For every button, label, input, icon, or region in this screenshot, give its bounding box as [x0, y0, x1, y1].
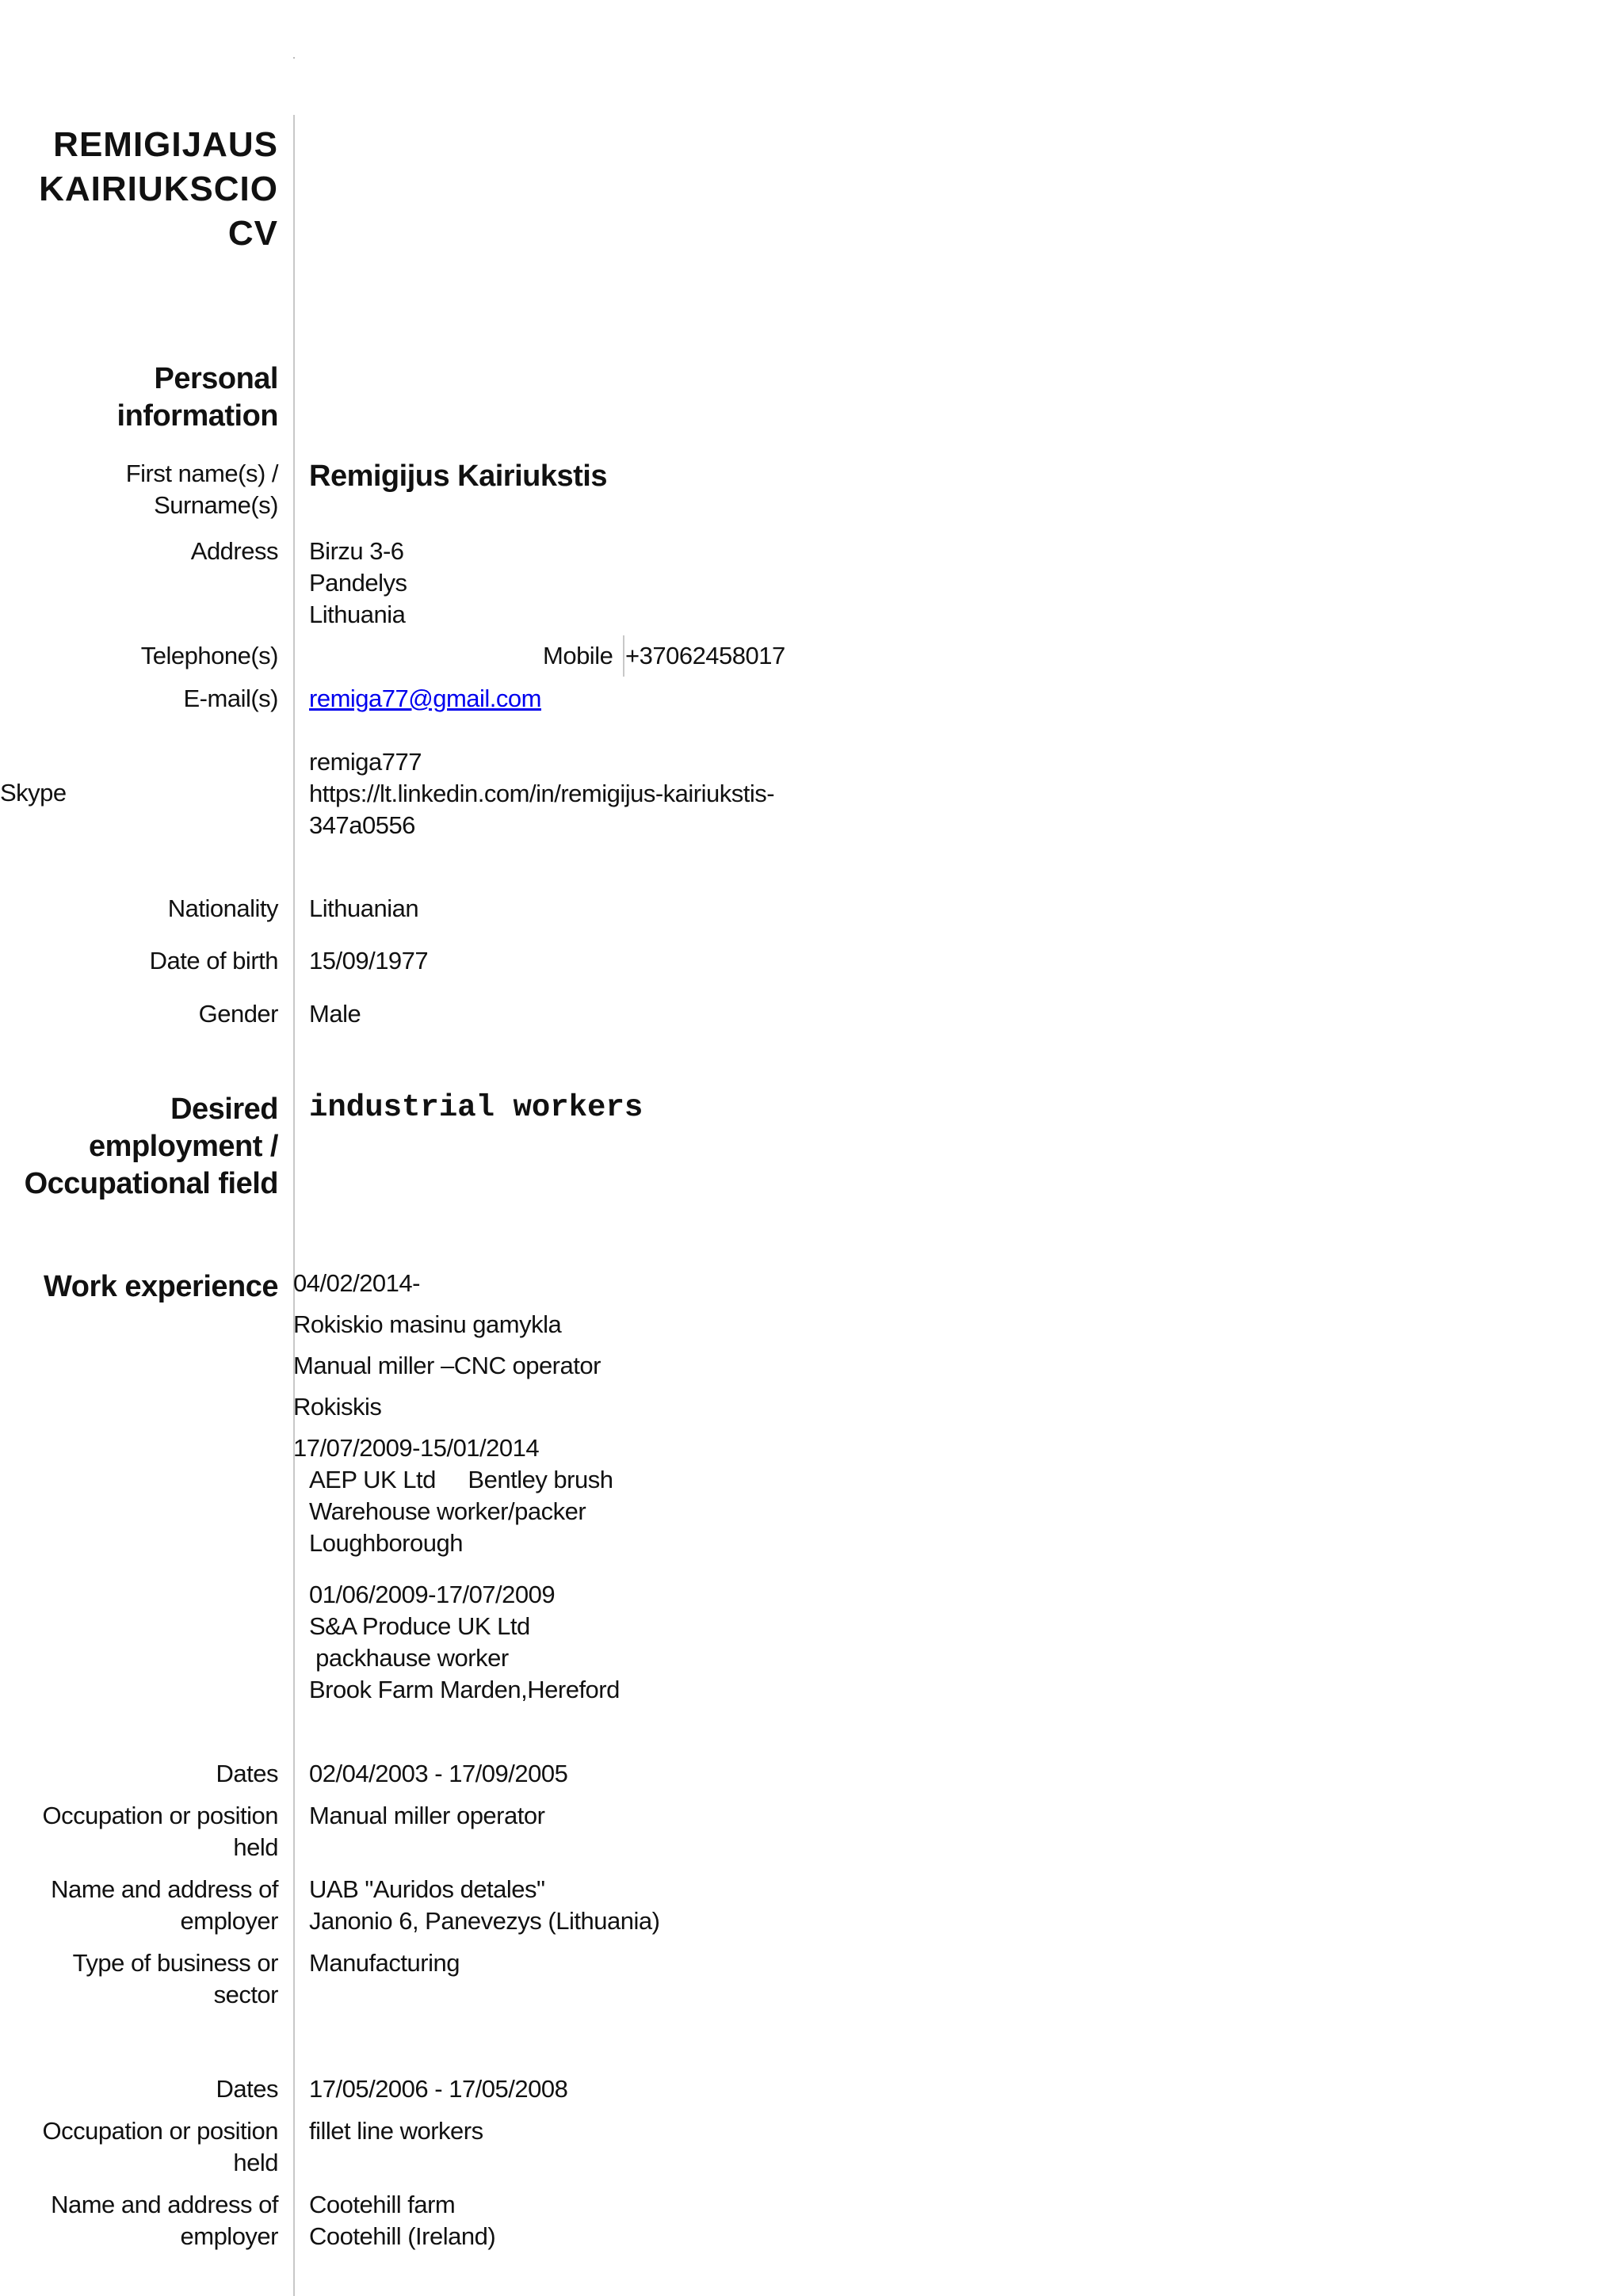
- mobile-value: +37062458017: [625, 642, 785, 669]
- address-value: Birzu 3-6 Pandelys Lithuania: [309, 537, 407, 628]
- job1-dates: 02/04/2003 - 17/09/2005: [309, 1760, 568, 1787]
- section-work-experience: Work experience: [44, 1270, 278, 1303]
- telephone-label: Telephone(s): [140, 642, 278, 669]
- mobile-divider: [623, 635, 624, 677]
- work-intro-line: 04/02/2014-: [293, 1269, 420, 1297]
- work-entry-sa: 01/06/2009-17/07/2009 S&A Produce UK Ltd packhause worker Brook Farm Marden,Hereford: [309, 1581, 620, 1703]
- email-label: E-mail(s): [183, 685, 278, 712]
- dob-label: Date of birth: [149, 947, 278, 974]
- occupation-label: Occupation or position held: [42, 2117, 278, 2176]
- skype-label: Skype: [0, 779, 67, 807]
- dates-label: Dates: [216, 2075, 278, 2103]
- address-label: Address: [190, 537, 278, 565]
- work-entry-aep: AEP UK Ltd Bentley brush Warehouse worker/packer Loughborough: [309, 1466, 613, 1557]
- dob-value: 15/09/1977: [309, 947, 429, 974]
- employer-label: Name and address of employer: [51, 1875, 278, 1935]
- work-intro-line: Rokiskis: [293, 1393, 382, 1421]
- top-mark: [293, 57, 295, 59]
- column-divider: [293, 115, 295, 2296]
- gender-label: Gender: [198, 1000, 278, 1028]
- mobile-label: Mobile: [543, 642, 613, 669]
- work-intro-line: 17/07/2009-15/01/2014: [293, 1434, 540, 1462]
- business-label: Type of business or sector: [72, 1949, 278, 2008]
- occupation-label: Occupation or position held: [42, 1802, 278, 1861]
- desired-employment-value: industrial workers: [309, 1090, 643, 1125]
- email-link[interactable]: remiga77@gmail.com: [309, 685, 541, 712]
- job1-occupation: Manual miller operator: [309, 1802, 545, 1829]
- nationality-value: Lithuanian: [309, 894, 419, 922]
- employer-label: Name and address of employer: [51, 2191, 278, 2250]
- gender-value: Male: [309, 1000, 361, 1028]
- section-desired-employment: Desired employment / Occupational field: [24, 1093, 278, 1200]
- job2-occupation: fillet line workers: [309, 2117, 483, 2145]
- full-name: Remigijus Kairiukstis: [309, 460, 607, 493]
- job1-business: Manufacturing: [309, 1949, 460, 1977]
- cv-title-line: REMIGIJAUS: [53, 125, 278, 164]
- skype-linkedin-value: remiga777 https://lt.linkedin.com/in/remigijus-kairiukstis- 347a0556: [309, 748, 775, 839]
- job1-employer: UAB "Auridos detales" Janonio 6, Panevezys (Lithuania): [309, 1875, 660, 1935]
- dates-label: Dates: [216, 1760, 278, 1787]
- work-intro-line: Manual miller –CNC operator: [293, 1352, 601, 1379]
- job2-dates: 17/05/2006 - 17/05/2008: [309, 2075, 568, 2103]
- email-value: [309, 683, 541, 715]
- nationality-label: Nationality: [167, 894, 278, 922]
- job2-employer: Cootehill farm Cootehill (Ireland): [309, 2191, 496, 2250]
- cv-title: [39, 123, 278, 256]
- cv-title-line: CV: [227, 214, 278, 253]
- work-intro-line: Rokiskio masinu gamykla: [293, 1310, 562, 1338]
- section-personal-information: Personal information: [116, 362, 278, 433]
- cv-title-line: KAIRIUKSCIO: [39, 170, 278, 208]
- name-label: First name(s) / Surname(s): [125, 460, 278, 519]
